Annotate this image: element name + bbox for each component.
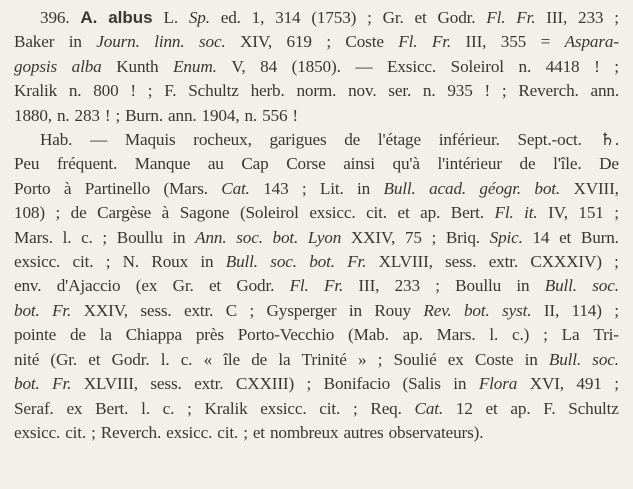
word: ann. — [168, 105, 197, 125]
word: ; — [614, 374, 619, 394]
word: ser. — [388, 81, 412, 101]
italic-word: Enum. — [173, 56, 217, 76]
word: ; — [102, 227, 108, 247]
italic-word: Journ. — [96, 32, 140, 52]
italic-word: bot. — [463, 300, 490, 320]
word: Godr. — [437, 8, 476, 27]
text-line — [14, 55, 619, 79]
word: Cap — [241, 154, 269, 174]
word: Godr. — [111, 349, 150, 369]
word: ; — [91, 422, 96, 442]
italic-word: Fr. — [431, 32, 451, 52]
word: 1880, — [14, 105, 52, 125]
italic-word: linn. — [154, 32, 185, 52]
word: ed. — [220, 8, 241, 27]
word: rocheux, — [193, 130, 252, 150]
word: Schultz — [568, 398, 619, 418]
word: Reverch. — [100, 422, 162, 442]
word: île — [223, 349, 240, 369]
species-name: A. — [80, 8, 98, 27]
italic-word: Bull. — [383, 178, 416, 198]
word: garigues — [269, 130, 327, 150]
word: La — [561, 325, 580, 345]
word: env. — [14, 276, 42, 296]
word: III, — [358, 276, 380, 296]
word: et — [485, 398, 498, 418]
italic-word: Cat. — [414, 398, 444, 418]
word: XIV, — [240, 32, 273, 52]
word: 800 — [93, 81, 119, 101]
species-entry — [14, 6, 619, 445]
italic-word: bot. — [14, 300, 40, 320]
word: ainsi — [343, 154, 375, 174]
text-line — [14, 421, 619, 445]
word: = — [540, 32, 551, 52]
italic-word: Sp. — [188, 8, 210, 27]
word: extr. — [488, 252, 519, 272]
italic-word: soc. — [592, 349, 619, 369]
word: extr. — [183, 300, 214, 320]
word: la — [99, 325, 112, 345]
word: ; — [301, 178, 307, 198]
word: Bert. — [95, 398, 129, 418]
word: à — [161, 203, 170, 223]
word: in — [172, 227, 186, 247]
word: 108) — [14, 203, 45, 223]
word: Coste — [474, 349, 514, 369]
word: 151 — [578, 203, 604, 223]
italic-word: Bull. — [548, 349, 582, 369]
word: et — [252, 422, 265, 442]
word: de — [70, 203, 87, 223]
word: ex — [66, 398, 83, 418]
word: n. — [68, 81, 82, 101]
word: Partinello — [84, 178, 151, 198]
word: l. — [141, 398, 150, 418]
word: 114) — [571, 300, 602, 320]
text-line — [14, 372, 619, 396]
text-line — [14, 348, 619, 372]
word: XVI, — [529, 374, 564, 394]
text-line — [14, 274, 619, 298]
word: extr. — [194, 374, 224, 394]
word: ap. — [402, 325, 423, 345]
italic-word: Lyon — [307, 227, 342, 247]
word: ; — [614, 300, 619, 320]
word: 4418 — [545, 56, 580, 76]
word: ; — [306, 374, 312, 394]
word: Peu — [14, 154, 40, 174]
word: l. — [489, 325, 499, 345]
word: Kralik — [14, 81, 58, 101]
text-line — [14, 226, 619, 250]
word: exsicc. — [14, 252, 61, 272]
word: observateurs). — [388, 422, 484, 442]
word: près — [195, 325, 224, 345]
word: Sept.-oct. — [517, 130, 582, 150]
word: (Mab. — [348, 325, 389, 345]
word: ! — [104, 105, 111, 125]
word: sess. — [140, 300, 172, 320]
word: cit. — [72, 252, 94, 272]
word: 233 — [578, 8, 604, 27]
word: Boullu — [455, 276, 502, 296]
italic-word: Flora — [478, 374, 518, 394]
word: de — [69, 325, 86, 345]
text-line — [14, 104, 619, 128]
word: Rouy — [374, 300, 411, 320]
word: ; — [115, 105, 121, 125]
italic-word: Fr. — [347, 252, 367, 272]
word: II, — [543, 300, 560, 320]
word: Sagone — [179, 203, 230, 223]
text-line — [14, 250, 619, 274]
word: 491 — [576, 374, 602, 394]
word: exsicc. — [309, 203, 356, 223]
word: IV, — [548, 203, 568, 223]
word: ; — [435, 276, 440, 296]
word: pointe — [14, 325, 57, 345]
word: l'intérieur — [437, 154, 502, 174]
word: 355 — [500, 32, 527, 52]
word: Porto-Vecchio — [237, 325, 335, 345]
word: 1, — [251, 8, 265, 27]
word: autres — [343, 422, 384, 442]
word: ; — [377, 349, 383, 369]
word: l. — [160, 349, 170, 369]
word: Mars. — [14, 227, 53, 247]
word: ; — [614, 8, 619, 27]
italic-word: Ann. — [195, 227, 227, 247]
word: cit. — [366, 203, 387, 223]
text-line — [14, 152, 619, 176]
word: Soleirol — [450, 56, 504, 76]
word: Godr. — [236, 276, 275, 296]
word: exsicc. — [166, 422, 213, 442]
italic-word: Fr. — [323, 276, 344, 296]
word: nombreux — [269, 422, 339, 442]
word: » — [358, 349, 367, 369]
word: Tri- — [593, 325, 619, 345]
word: 84 — [260, 56, 278, 76]
word: n. — [422, 81, 436, 101]
word: et — [88, 349, 101, 369]
word: l'étage — [377, 130, 421, 150]
word: norm. — [296, 81, 337, 101]
word: III, — [546, 8, 568, 27]
word: in — [453, 374, 467, 394]
word: in — [348, 300, 362, 320]
word: ♄. — [599, 130, 619, 150]
word: (1850). — [291, 56, 341, 76]
word: Corse — [286, 154, 326, 174]
word: — — [90, 130, 108, 150]
word: Trinité — [301, 349, 347, 369]
word: in — [516, 276, 530, 296]
word: c. — [162, 398, 175, 418]
text-line — [14, 6, 619, 30]
italic-word: Rev. — [423, 300, 452, 320]
italic-word: Cat. — [221, 178, 250, 198]
italic-word: Fr. — [52, 374, 72, 394]
italic-word: soc. — [592, 276, 619, 296]
word: Manque — [134, 154, 191, 174]
italic-word: bot. — [14, 374, 40, 394]
word: in — [68, 32, 82, 52]
word: 143 — [263, 178, 289, 198]
word: 619 — [286, 32, 312, 52]
word: d'Ajaccio — [56, 276, 121, 296]
word: ; — [614, 203, 619, 223]
word: Porto — [14, 178, 51, 198]
word: ; — [543, 325, 548, 345]
word: XXIV, — [350, 227, 396, 247]
word: herb. — [250, 81, 285, 101]
word: cit. — [319, 398, 341, 418]
word: fréquent. — [56, 154, 118, 174]
word: et — [397, 203, 410, 223]
italic-word: Fl. — [494, 203, 514, 223]
word: ex — [447, 349, 464, 369]
word: V, — [231, 56, 246, 76]
word: Req. — [370, 398, 402, 418]
word: 396. — [40, 8, 70, 27]
word: (Salis — [402, 374, 441, 394]
word: CXXIII) — [235, 374, 295, 394]
word: Coste — [345, 32, 384, 52]
italic-word: soc. — [198, 32, 226, 52]
word: n. — [56, 105, 70, 125]
word: ; — [614, 56, 619, 76]
word: C — [225, 300, 238, 320]
word: Roux — [151, 252, 189, 272]
word: F. — [164, 81, 177, 101]
italic-word: Bull. — [544, 276, 577, 296]
italic-word: bot. — [534, 178, 561, 198]
italic-word: gopsis — [14, 56, 58, 76]
text-line — [14, 30, 619, 54]
word: Briq. — [445, 227, 480, 247]
word: L. — [163, 8, 178, 27]
word: — — [355, 56, 373, 76]
italic-word: Fl. — [486, 8, 506, 27]
word: ; — [249, 300, 255, 320]
word: ; — [326, 32, 331, 52]
word: (1753) — [311, 8, 357, 27]
word: (Gr. — [50, 349, 78, 369]
word: Hab. — [40, 130, 73, 150]
word: 14 — [532, 227, 550, 247]
text-line — [14, 177, 619, 201]
italic-word: soc. — [236, 227, 263, 247]
word: ! — [484, 81, 491, 101]
word: la — [278, 349, 291, 369]
italic-word: Aspara- — [564, 32, 619, 52]
word: N. — [122, 252, 140, 272]
italic-word: bot. — [272, 227, 299, 247]
word: de — [251, 349, 268, 369]
word: cit. — [217, 422, 239, 442]
word: in — [357, 178, 371, 198]
word: Gysperger — [266, 300, 337, 320]
word: ; — [243, 422, 248, 442]
word: c. — [81, 227, 93, 247]
word: et — [414, 8, 427, 27]
word: sess. — [150, 374, 182, 394]
word: Kunth — [116, 56, 159, 76]
italic-word: soc. — [270, 252, 297, 272]
word: 12 — [455, 398, 473, 418]
word: Burn. — [580, 227, 619, 247]
word: 283 — [74, 105, 100, 125]
word: 314 — [275, 8, 301, 27]
italic-word: Fl. — [289, 276, 309, 296]
word: de — [519, 154, 536, 174]
italic-word: alba — [71, 56, 102, 76]
italic-word: géogr. — [479, 178, 522, 198]
text-line — [14, 201, 619, 225]
word: ; — [367, 8, 372, 27]
word: XLVIII, — [83, 374, 138, 394]
word: Maquis — [124, 130, 176, 150]
word: Kralik — [204, 398, 248, 418]
word: Boullu — [116, 227, 163, 247]
word: 556 — [262, 105, 288, 125]
word: l'île. — [553, 154, 582, 174]
word: inférieur. — [438, 130, 500, 150]
word: et — [208, 276, 222, 296]
word: ! — [130, 81, 136, 101]
word: ! — [292, 105, 298, 125]
text-line — [14, 323, 619, 347]
word: Cargèse — [97, 203, 152, 223]
word: cit. — [65, 422, 87, 442]
italic-word: Fr. — [52, 300, 72, 320]
word: ; — [614, 252, 619, 272]
word: Mars. — [436, 325, 476, 345]
italic-word: acad. — [429, 178, 467, 198]
italic-word: syst. — [502, 300, 532, 320]
word: Gr. — [382, 8, 404, 27]
word: XXIV, — [83, 300, 128, 320]
word: (Soleirol — [239, 203, 299, 223]
italic-word: Fl. — [398, 32, 418, 52]
word: nov. — [348, 81, 377, 101]
italic-word: Spic. — [489, 227, 523, 247]
word: de — [344, 130, 361, 150]
word: Soulié — [393, 349, 437, 369]
word: et — [559, 227, 572, 247]
word: ; — [147, 81, 153, 101]
text-line — [14, 79, 619, 103]
word: Gr. — [172, 276, 194, 296]
word: in — [200, 252, 214, 272]
word: CXXXIV) — [530, 252, 602, 272]
word: 233 — [394, 276, 420, 296]
word: Baker — [14, 32, 55, 52]
word: sess. — [445, 252, 477, 272]
italic-word: Bull. — [225, 252, 258, 272]
word: Exsicc. — [387, 56, 437, 76]
word: 1904, — [201, 105, 240, 125]
word: ; — [501, 81, 507, 101]
word: Bert. — [450, 203, 484, 223]
italic-word: bot. — [309, 252, 335, 272]
word: exsicc. — [14, 422, 61, 442]
word: nité — [14, 349, 40, 369]
species-name: albus — [108, 8, 153, 27]
word: (Mars. — [163, 178, 208, 198]
word: F. — [543, 398, 556, 418]
word: De — [599, 154, 619, 174]
word: ; — [55, 203, 61, 223]
word: n. — [244, 105, 258, 125]
word: Schultz — [188, 81, 239, 101]
word: ; — [187, 398, 192, 418]
word: ap. — [510, 398, 531, 418]
word: à — [63, 178, 72, 198]
word: XLVIII, — [378, 252, 433, 272]
word: c. — [180, 349, 193, 369]
italic-word: Fr. — [516, 8, 536, 27]
word: ; — [105, 252, 111, 272]
word: (ex — [135, 276, 158, 296]
word: XVIII, — [573, 178, 619, 198]
word: ann. — [590, 81, 619, 101]
word: Chiappa — [125, 325, 182, 345]
word: n. — [518, 56, 532, 76]
word: « — [203, 349, 213, 369]
word: Lit. — [319, 178, 344, 198]
italic-word: it. — [524, 203, 538, 223]
word: III, — [465, 32, 487, 52]
text-line — [14, 397, 619, 421]
word: ; — [431, 227, 437, 247]
text-line — [14, 128, 619, 152]
word: Reverch. — [518, 81, 579, 101]
word: Seraf. — [14, 398, 54, 418]
word: Burn. — [125, 105, 164, 125]
word: 75 — [404, 227, 422, 247]
word: Bonifacio — [323, 374, 391, 394]
word: au — [207, 154, 224, 174]
text-line — [14, 299, 619, 323]
word: 935 — [447, 81, 473, 101]
word: qu'à — [392, 154, 420, 174]
word: exsicc. — [260, 398, 307, 418]
word: in — [524, 349, 538, 369]
word: ; — [352, 398, 358, 418]
word: l. — [62, 227, 72, 247]
word: c.) — [512, 325, 530, 345]
word: ! — [594, 56, 600, 76]
word: ap. — [420, 203, 441, 223]
